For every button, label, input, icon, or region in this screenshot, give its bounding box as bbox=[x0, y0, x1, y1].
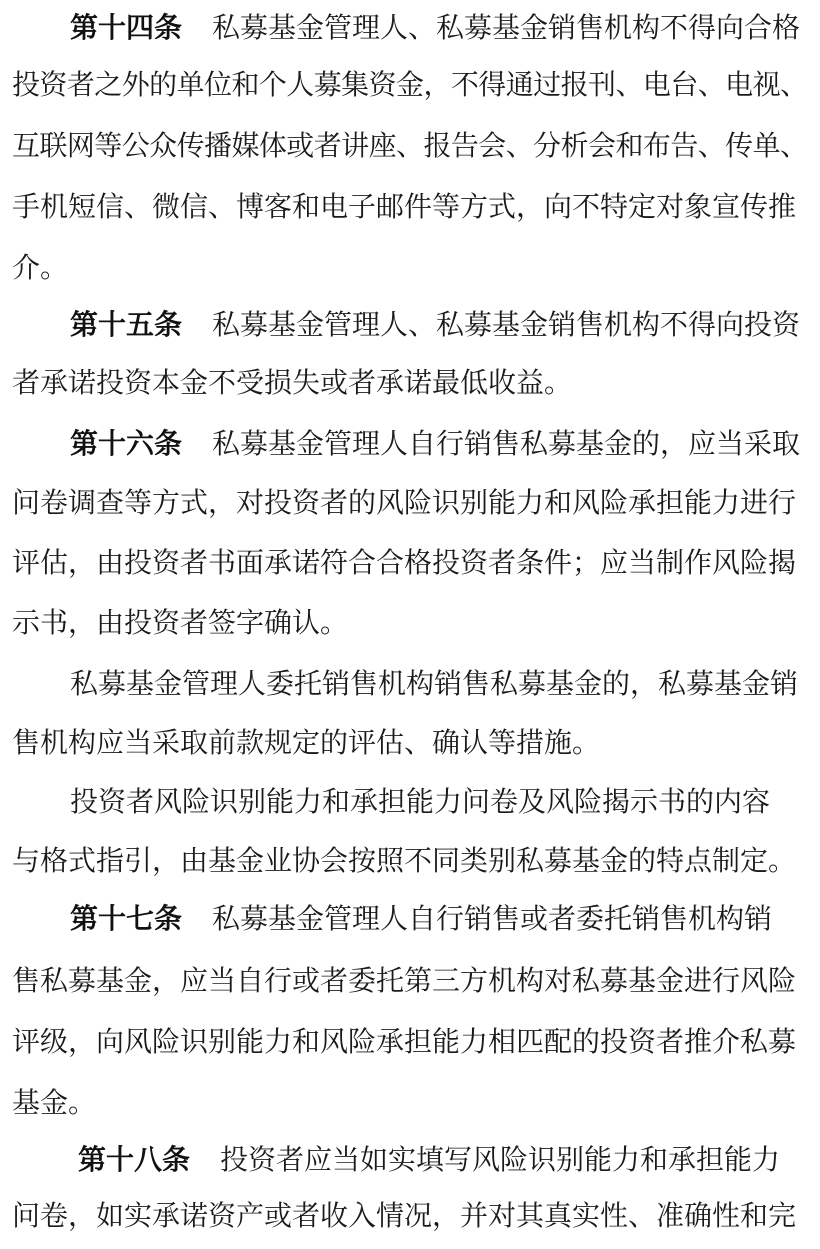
article-16-line-4: 示书，由投资者签字确认。 bbox=[12, 606, 349, 639]
article-14-line-3: 互联网等公众传播媒体或者讲座、报告会、分析会和布告、传单、 bbox=[12, 129, 808, 162]
article-15-heading: 第十五条 bbox=[70, 308, 183, 341]
article-17-line-2: 售私募基金，应当自行或者委托第三方机构对私募基金进行风险 bbox=[12, 964, 797, 997]
article-15-text: 私募基金管理人、私募基金销售机构不得向投资 bbox=[212, 308, 801, 341]
article-14-line-5: 介。 bbox=[12, 251, 69, 284]
article-16-heading: 第十六条 bbox=[70, 427, 183, 460]
article-16-line-1 bbox=[70, 414, 810, 474]
article-14-line-4: 手机短信、微信、博客和电子邮件等方式，向不特定对象宣传推 bbox=[12, 190, 797, 223]
article-16-line-3: 评估，由投资者书面承诺符合合格投资者条件；应当制作风险揭 bbox=[12, 546, 797, 579]
article-14-heading: 第十四条 bbox=[70, 11, 183, 44]
article-16-para-3-line-2: 与格式指引，由基金业协会按照不同类别私募基金的特点制定。 bbox=[12, 844, 797, 877]
article-18-line-2: 问卷，如实承诺资产或者收入情况，并对其真实性、准确性和完 bbox=[12, 1199, 797, 1232]
article-17-line-3: 评级，向风险识别能力和风险承担能力相匹配的投资者推介私募 bbox=[12, 1025, 797, 1058]
article-17-line-1 bbox=[70, 889, 810, 949]
article-18-heading: 第十八条 bbox=[78, 1143, 191, 1176]
article-16-para-2-line-2: 售机构应当采取前款规定的评估、确认等措施。 bbox=[12, 726, 601, 759]
article-16-text: 私募基金管理人自行销售私募基金的，应当采取 bbox=[212, 427, 801, 460]
article-16-line-2: 问卷调查等方式，对投资者的风险识别能力和风险承担能力进行 bbox=[12, 486, 797, 519]
article-18-text: 投资者应当如实填写风险识别能力和承担能力 bbox=[220, 1143, 781, 1176]
article-18-line-1 bbox=[78, 1130, 810, 1190]
article-14-line-2: 投资者之外的单位和个人募集资金，不得通过报刊、电台、电视、 bbox=[12, 68, 808, 101]
article-17-text: 私募基金管理人自行销售或者委托销售机构销 bbox=[212, 902, 773, 935]
article-15-line-2: 者承诺投资本金不受损失或者承诺最低收益。 bbox=[12, 366, 573, 399]
article-14-text: 私募基金管理人、私募基金销售机构不得向合格 bbox=[212, 11, 801, 44]
article-16-para-3-line-1: 投资者风险识别能力和承担能力问卷及风险揭示书的内容 bbox=[70, 785, 771, 818]
article-17-heading: 第十七条 bbox=[70, 902, 183, 935]
article-14-line-1 bbox=[70, 0, 810, 58]
article-17-line-4: 基金。 bbox=[12, 1086, 97, 1119]
article-15-line-1 bbox=[70, 295, 810, 355]
article-16-para-2-line-1: 私募基金管理人委托销售机构销售私募基金的，私募基金销 bbox=[70, 667, 799, 700]
